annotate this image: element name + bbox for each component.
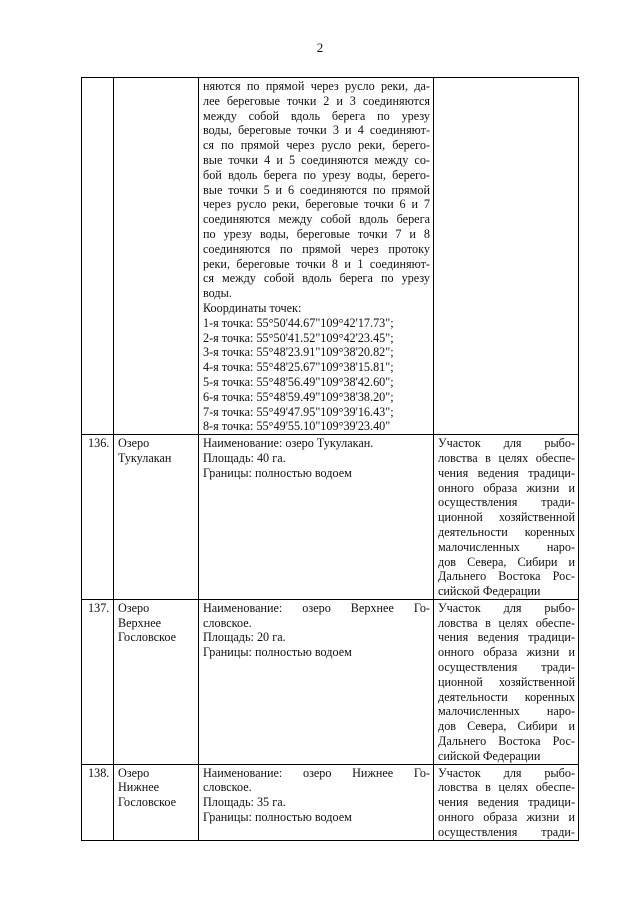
purpose-line: деятельности коренных [438,524,575,539]
coord-point: 2-я точка: 55°50'41.52"109°42'23.45"; [203,330,394,345]
purpose-line: осуществления тради- [438,495,575,510]
cell-purpose [434,599,579,764]
purpose-line: осуществления тради- [438,824,575,839]
cell-purpose-empty [434,78,579,435]
row-number: 138. [82,764,114,840]
coord-point: 3-я точка: 55°48'23.91"109°38'20.82"; [203,345,394,360]
register-table [81,77,579,841]
text-line: по урезу воды, береговые точки 7 и 8 [203,226,430,241]
text-line: бой вдоль берега по урезу воды, берего- [203,167,430,182]
cell-name [114,599,199,764]
text-line: воды. [203,286,232,301]
name-line: Озеро [118,765,150,780]
purpose-line: Дальнего Востока Рос- [438,734,575,749]
coords-title: Координаты точек: [203,300,302,315]
cell-purpose [434,435,579,600]
row-number: 136. [82,435,114,600]
text-line: вые точки 5 и 6 соединяются по прямой [203,182,430,197]
desc-line: словское. [203,615,252,630]
desc-line: Площадь: 35 га. [203,795,286,810]
row-number: 137. [82,599,114,764]
name-line: Тукулакан [118,450,172,465]
purpose-line: Дальнего Востока Рос- [438,569,575,584]
purpose-line: сийской Федерации [438,748,541,763]
text-line: между собой вдоль берега по урезу [203,108,430,123]
cell-name [114,764,199,840]
cell-num-empty [82,78,114,435]
coord-point: 5-я точка: 55°48'56.49"109°38'42.60"; [203,374,394,389]
text-line: соединяются между собой вдоль берега [203,212,430,227]
text-line: через русло реки, береговые точки 6 и 7 [203,197,430,212]
cell-description [199,764,434,840]
purpose-line: малочисленных наро- [438,539,575,554]
coord-point: 1-я точка: 55°50'44.67"109°42'17.73"; [203,315,394,330]
name-line: Озеро [118,600,150,615]
text-line: вые точки 4 и 5 соединяются между со- [203,152,430,167]
name-line: Гословское [118,795,177,810]
text-line: реки, береговые точки 8 и 1 соединяют- [203,256,430,271]
table-row-137 [82,599,579,764]
purpose-line: онного образа жизни и [438,645,575,660]
cell-description [199,435,434,600]
desc-line: Границы: полностью водоем [203,645,352,660]
purpose-line: онного образа жизни и [438,480,575,495]
desc-line: Площадь: 20 га. [203,630,286,645]
name-line: Озеро [118,436,150,451]
purpose-line: Участок для рыбо- [438,765,575,780]
purpose-line: ловства в целях обеспе- [438,780,575,795]
purpose-line: чения ведения традици- [438,630,575,645]
purpose-line: Участок для рыбо- [438,436,575,451]
table-row-136 [82,435,579,600]
cell-description [199,599,434,764]
text-line: соединяются по прямой через протоку [203,241,430,256]
name-line: Гословское [118,630,177,645]
table-row-138 [82,764,579,840]
purpose-line: Участок для рыбо- [438,600,575,615]
purpose-line: чения ведения традици- [438,465,575,480]
table-row-continuation [82,78,579,435]
coord-point: 4-я точка: 55°48'25.67"109°38'15.81"; [203,360,394,375]
name-line: Верхнее [118,615,162,630]
purpose-line: онного образа жизни и [438,810,575,825]
desc-line: словское. [203,780,252,795]
coord-point: 8-я точка: 55°49'55.10"109°39'23.40" [203,419,391,434]
text-line: ся между собой вдоль берега по урезу [203,271,430,286]
cell-purpose [434,764,579,840]
purpose-line: дов Севера, Сибири и [438,554,575,569]
purpose-line: деятельности коренных [438,689,575,704]
purpose-line: осуществления тради- [438,660,575,675]
name-line: Нижнее [118,780,160,795]
coord-point: 6-я точка: 55°48'59.49"109°38'38.20"; [203,389,394,404]
purpose-line: ционной хозяйственной [438,674,575,689]
text-line: лее береговые точки 2 и 3 соединяются [203,93,430,108]
text-line: ся по прямой через русло реки, берего- [203,138,430,153]
text-line: воды, береговые точки 3 и 4 соединяют- [203,123,430,138]
purpose-line: ловства в целях обеспе- [438,450,575,465]
desc-line: Наименование: озеро Нижнее Го- [203,765,430,780]
coord-point: 7-я точка: 55°49'47.95"109°39'16.43"; [203,404,394,419]
purpose-line: чения ведения традици- [438,795,575,810]
text-line: няются по прямой через русло реки, да- [203,79,430,93]
cell-description [199,78,434,435]
cell-name [114,435,199,600]
purpose-line: ловства в целях обеспе- [438,615,575,630]
purpose-line: сийской Федерации [438,584,541,599]
purpose-line: ционной хозяйственной [438,510,575,525]
desc-line: Площадь: 40 га. [203,450,286,465]
purpose-line: дов Севера, Сибири и [438,719,575,734]
desc-line: Наименование: озеро Тукулакан. [203,436,374,451]
desc-line: Наименование: озеро Верхнее Го- [203,600,430,615]
purpose-line: малочисленных наро- [438,704,575,719]
page-number: 2 [316,40,324,55]
cell-name-empty [114,78,199,435]
desc-line: Границы: полностью водоем [203,810,352,825]
desc-line: Границы: полностью водоем [203,465,352,480]
